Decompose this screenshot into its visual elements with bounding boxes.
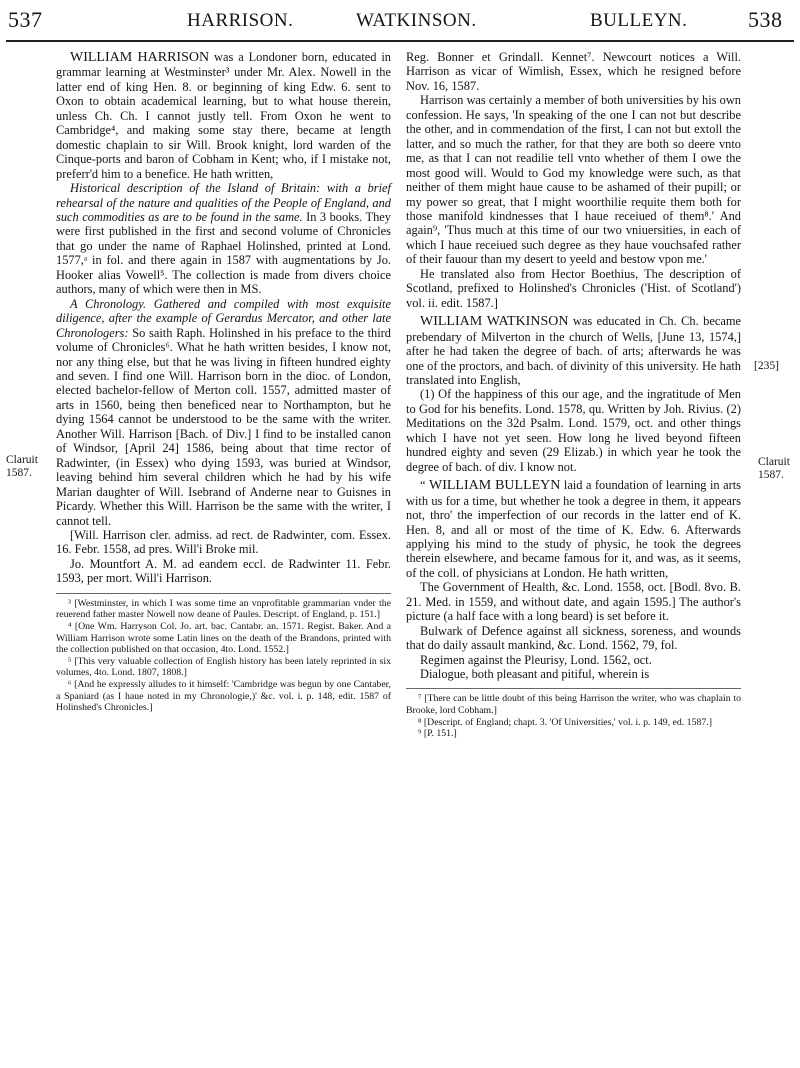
bulleyn-work-2: Bulwark of Defence against all sickness, soreness, and wounds that do daily assault mankind, &c. Lond. 1562, 79, fol. xyxy=(406,623,741,653)
running-title-left: HARRISON. xyxy=(187,10,294,31)
harrison-entry xyxy=(56,50,391,181)
footnote-9: ⁹ [P. 151.] xyxy=(418,728,457,740)
watkinson-works: (1) Of the happiness of this our age, and the ingratitude of Men to God for his benefits. Lond. 1578, qu. Written by Joh. Rivius. (2) Meditations on the 32d Psalm. Lond. 1579, oct. and other things which I have not yet seen. How long he lived beyond fifteen hundred eighty and seven (29 Elizab.) in which year he took the degree of bach. of div. I know not. xyxy=(406,387,741,474)
watkinson-bio: was educated in Ch. Ch. became prebendary of Milverton in the church of Wells, [June 13, 1574,] after he had taken the degree of bach. of arts; afterwards he was one of the proctors, and bach. of divinity of this university. He hath translated into English, xyxy=(406,314,741,387)
margin-note-right xyxy=(758,456,790,482)
harrison-name: WILLIAM HARRISON xyxy=(70,50,210,65)
margin-year-right: 1587. xyxy=(758,469,784,481)
footnote-rule-left xyxy=(56,593,391,594)
margin-claruit-right: Claruit xyxy=(758,456,790,468)
running-title-center: WATKINSON. xyxy=(356,10,477,31)
margin-bracket-ref: [235] xyxy=(754,360,779,372)
bulleyn-work-4: Dialogue, both pleasant and pitiful, wherein is xyxy=(420,667,650,682)
page-number-right: 538 xyxy=(748,7,783,32)
left-column xyxy=(56,50,391,714)
footnotes-left xyxy=(56,598,391,714)
page-number-left: 537 xyxy=(8,7,43,32)
margin-note-left xyxy=(6,454,38,480)
harrison-translation: He translated also from Hector Boethius, The description of Scotland, prefixed to Holinshed's Chronicles ('Hist. of Scotland') vol. ii. edit. 1587.] xyxy=(406,266,741,310)
footnote-rule-right xyxy=(406,688,741,689)
margin-year-left: 1587. xyxy=(6,467,32,479)
watkinson-name: WILLIAM WATKINSON xyxy=(420,314,569,330)
running-header xyxy=(0,0,800,42)
margin-claruit-left: Claruit xyxy=(6,454,38,466)
bulleyn-name: WILLIAM BULLEYN xyxy=(428,478,561,494)
footnote-8: ⁸ [Descript. of England; chapt. 3. 'Of Universities,' vol. i. p. 149, ed. 1587.] xyxy=(418,716,712,728)
harrison-bio: was a Londoner born, educated in grammar learning at Westminster³ under Mr. Alex. Nowell in the latter end of king Hen. 8. or beginning of king Edw. 6. sent to Oxon to obtain academical learning, but to what house therein, unless Ch. Ch. I cannot justly tell. From Oxon he went to Cambridge⁴, and making some stay there, became at length domestic chaplain to sir Will. Brook knight, lord warden of the Cinque-ports and baron of Cobham in Kent; who, if I mistake not, preferr'd him to a benefice. He hath written, xyxy=(56,50,392,181)
footnote-3: ³ [Westminster, in which I was some time an vnprofitable grammarian vnder the reuerend father master Nowell now deane of Paules. Descript. of England, p. 151.] xyxy=(56,597,391,621)
footnote-4: ⁴ [One Wm. Harryson Col. Jo. art. bac. Cantabr. an. 1571. Regist. Baker. And a William Harrison wrote some Latin lines on the death of the Brandons, printed with the collection published on that occasion, 4to. Lond. 1552.] xyxy=(56,620,391,656)
harrison-work-1-note: In 3 books. They were first published in the first and second volume of Chronicles that go under the name of Raphael Holinshed, printed at Lond. 1577,ᵃ in fol. and there again in 1587 with augmentations by Jo. Hooker alias Vowell⁵. The collection is made from divers choice authors, many of which were then in MS. xyxy=(56,209,391,297)
running-title-right: BULLEYN. xyxy=(590,10,688,31)
bulleyn-work-3: Regimen against the Pleurisy, Lond. 1562, oct. xyxy=(420,652,652,667)
right-column xyxy=(406,50,741,740)
bulleyn-entry: “ WILLIAM BULLEYN laid a foundation of learning in arts with us for a time, but whether he took a degree in them, it appears not, thro' the imperfection of our records in the latter end of K. Hen. 8, and all or most of the time of K. Edw. 6. Afterwards applying his mind to the study of physic, he took the degrees therein elsewhere, and became famous for it, and was, as it seems, of the coll. of physicians at London. He hath written, xyxy=(406,478,741,580)
harrison-work-2-note: So saith Raph. Holinshed in his preface to the third volume of Chronicles⁶. What he hath written besides, I know not, nor any thing else, but that he was living in fifteen hundred eighty and seven. I find one Will. Harrison born in the dioc. of London, elected bachelor-fellow of Merton coll. 1557, admitted master of arts in 1560, being then beneficed near to Northampton, but he dying 1564 cannot be understood to be the same with the writer. Another Will. Harrison [Bach. of Div.] I find to be installed canon of Windsor, [April 24] 1586, being about that time rector of Radwinter, (in Essex) who dying 1593, was buried at Windsor, leaving behind him several children which he had by his wife Marian daughter of Will. Isebrand of Anderne near to Guisnes in Picardy. Whether this Will. Harrison be the same with the writer, I cannot tell. xyxy=(56,325,391,528)
harrison-note-mountfort: Jo. Mountfort A. M. ad eandem eccl. de Radwinter 11. Febr. 1593, per mort. Will'i Harrison. xyxy=(56,556,391,586)
harrison-work-1 xyxy=(56,181,391,297)
footnotes-right xyxy=(406,693,741,739)
footnote-5: ⁵ [This very valuable collection of English history has been lately reprinted in six volumes, 4to. Lond. 1807, 1808.] xyxy=(56,655,391,679)
footnote-6: ⁶ [And he expressly alludes to it himself: 'Cambridge was begun by one Cantaber, a Spaniard (as I haue noted in my Chronologie,)' &c. vol. i. p. 148, edit. 1587 of Holinshed's Chronicles.] xyxy=(56,678,391,714)
harrison-work-1-title: Historical description of the Island of Britain: with a brief rehearsal of the nature and qualities of the People of England, and such commodities as are to be found in the same. xyxy=(56,181,391,224)
footnote-7: ⁷ [There can be little doubt of this being Harrison the writer, who was chaplain to Brooke, lord Cobham.] xyxy=(406,693,741,717)
harrison-continued: Reg. Bonner et Grindall. Kennet⁷. Newcourt notices a Will. Harrison as vicar of Wimlish, Essex, which he resigned before Nov. 16, 1587. xyxy=(406,50,741,93)
harrison-universities: Harrison was certainly a member of both universities by his own confession. He says, 'In speaking of the one I can not but describe the other, and in commendation of the first, I can not but extoll the latter, and so much the rather, for that they are both so deere vnto me, as that I can not readilie tell vnto whether of them I owe the most good will. Would to God my knowledge were such, as that neither of them might haue cause to be ashamed of their pupill; or my power so great, that I might woorthilie requite them both for those manifold kindnesses that I haue receiued of them⁸.' And again⁹, 'Thus much at this time of our two vniuersities, in each of which I haue receiued such degree as they haue vouchsafed rather of their fauour than my desert to yeeld and bestow vpon me.' xyxy=(406,93,741,267)
header-rule xyxy=(6,40,794,42)
bulleyn-work-1: The Government of Health, &c. Lond. 1558, oct. [Bodl. 8vo. B. 21. Med. in 1559, and without date, and again 1595.] The author's picture (a half face with a long beard) is set before it. xyxy=(406,580,741,624)
harrison-work-2 xyxy=(56,297,391,528)
bulleyn-bio: laid a foundation of learning in arts with us for a time, but whether he took a degree in them, it appears not, thro' the imperfection of our records in the latter end of K. Hen. 8, and all or most of the time of K. Edw. 6. Afterwards applying his mind to the study of physic, he took the degrees therein elsewhere, and became famous for it, and was, as it seems, of the coll. of physicians at London. He hath written, xyxy=(406,478,741,580)
harrison-work-2-title: A Chronology. Gathered and compiled with most exquisite diligence, after the example of Gerardus Mercator, and other late Chronologers: xyxy=(56,296,391,340)
harrison-note-admission: [Will. Harrison cler. admiss. ad rect. de Radwinter, com. Essex. 16. Febr. 1558, ad pres. Will'i Broke mil. xyxy=(56,527,391,557)
watkinson-entry xyxy=(406,314,741,387)
